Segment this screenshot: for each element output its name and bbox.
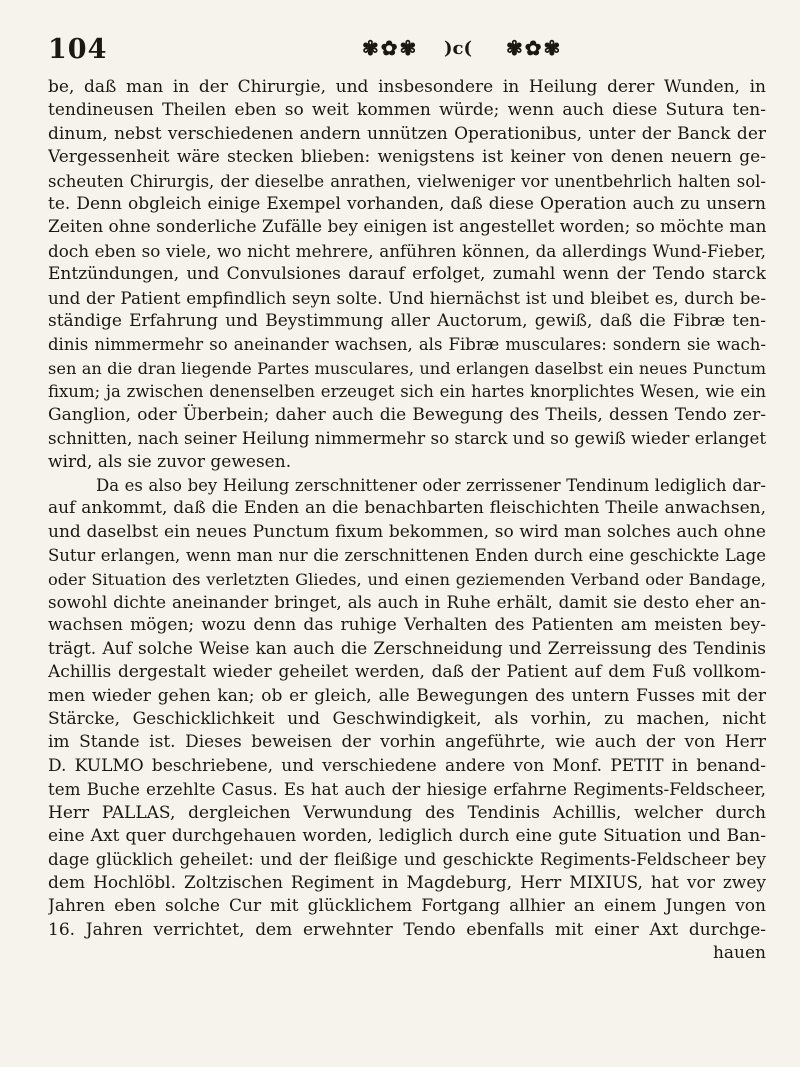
text-line: sowohl dichte aneinander bringet, als auch in Ruhe erhält, damit sie desto eher an- xyxy=(48,591,766,612)
text-line: dinum, nebst verschiedenen andern unnützen Operationibus, unter der Banck der xyxy=(48,123,766,144)
header-ornament-right: ✾✿✾ xyxy=(506,36,563,60)
text-line: auf ankommt, daß die Enden an die benachbarten fleischichten Theile anwachsen, xyxy=(48,498,766,519)
text-line: Stärcke, Geschicklichkeit und Geschwindigkeit, als vorhin, zu machen, nicht xyxy=(48,708,766,729)
text-line: scheuten Chirurgis, der dieselbe anrathen, vielweniger vor unentbehrlich halten sol- xyxy=(48,171,766,191)
text-line: trägt. Auf solche Weise kan auch die Zerschneidung und Zerreissung des Tendinis xyxy=(48,638,766,659)
text-line: be, daß man in der Chirurgie, und insbesondere in Heilung derer Wunden, in xyxy=(48,77,766,97)
text-line: Vergessenheit wäre stecken blieben: wenigstens ist keiner von denen neuern ge- xyxy=(48,147,766,168)
text-line: wird, als sie zuvor gewesen. xyxy=(48,451,292,472)
text-line: Achillis dergestalt wieder geheilet werden, daß der Patient auf dem Fuß vollkom- xyxy=(48,662,766,683)
text-line: dem Hochlöbl. Zoltzischen Regiment in Magdeburg, Herr MIXIUS, hat vor zwey xyxy=(48,872,766,893)
text-line: D. KULMO beschriebene, und verschiedene andere von Monf. PETIT in benand- xyxy=(48,755,766,776)
text-line: Herr PALLAS, dergleichen Verwundung des Tendinis Achillis, welcher durch xyxy=(48,802,766,823)
text-line: Sutur erlangen, wenn man nur die zerschnittenen Enden durch eine geschickte Lage xyxy=(48,546,766,566)
text-line: wachsen mögen; wozu denn das ruhige Verhalten des Patienten am meisten bey- xyxy=(48,615,766,636)
text-line: sen an die dran liegende Partes musculares, und erlangen daselbst ein neues Punctum xyxy=(48,358,766,378)
text-line: eine Axt quer durchgehauen worden, lediglich durch eine gute Situation und Ban- xyxy=(48,826,766,846)
page-number: 104 xyxy=(48,34,108,65)
text-line: tendineusen Theilen eben so weit kommen würde; wenn auch diese Sutura ten- xyxy=(48,100,766,121)
text-line: tem Buche erzehlte Casus. Es hat auch der hiesige erfahrne Regiments-Feldscheer, xyxy=(48,779,766,800)
text-line: und der Patient empfindlich seyn solte. Und hiernächst ist und bleibet es, durch be- xyxy=(48,287,766,308)
body-text xyxy=(48,76,766,942)
text-line: dage glücklich geheilet: und der fleißige und geschickte Regiments-Feldscheer bey xyxy=(48,849,766,870)
header-ornament-center: )c( xyxy=(444,38,472,59)
paragraph xyxy=(48,76,766,474)
text-line: schnitten, nach seiner Heilung nimmermehr so starck und so gewiß wieder erlanget xyxy=(48,428,766,449)
header-ornament-left: ✾✿✾ xyxy=(362,36,419,60)
text-line: dinis nimmermehr so aneinander wachsen, als Fibræ musculares: sondern sie wach- xyxy=(48,335,766,355)
text-line: doch eben so viele, wo nicht mehrere, anführen können, da allerdings Wund-Fieber, xyxy=(48,240,766,261)
text-line: und daselbst ein neues Punctum fixum bekommen, so wird man solches auch ohne xyxy=(48,521,766,542)
text-line: Ganglion, oder Überbein; daher auch die Bewegung des Theils, dessen Tendo zer- xyxy=(48,404,766,425)
text-line: oder Situation des verletzten Gliedes, und einen geziemenden Verband oder Bandage, xyxy=(48,569,766,589)
text-line: Jahren eben solche Cur mit glücklichem Fortgang allhier an einem Jungen von xyxy=(48,896,766,917)
text-line: te. Denn obgleich einige Exempel vorhanden, daß diese Operation auch zu unsern xyxy=(48,194,766,215)
paragraph xyxy=(48,474,766,942)
text-line: fixum; ja zwischen denenselben erzeuget sich ein hartes knorplichtes Wesen, wie ein xyxy=(48,382,766,402)
text-line: Zeiten ohne sonderliche Zufälle bey einigen ist angestellet worden; so möchte man xyxy=(48,217,766,238)
text-line: Da es also bey Heilung zerschnittener oder zerrissener Tendinum lediglich dar- xyxy=(96,475,766,495)
catchword: hauen xyxy=(712,943,766,964)
text-line: im Stande ist. Dieses beweisen der vorhin angeführte, wie auch der von Herr xyxy=(48,732,766,753)
text-line: Entzündungen, und Convulsiones darauf erfolget, zumahl wenn der Tendo starck xyxy=(48,264,766,285)
text-line: men wieder gehen kan; ob er gleich, alle Bewegungen des untern Fusses mit der xyxy=(48,685,766,706)
page-header xyxy=(48,30,766,76)
text-line: ständige Erfahrung und Beystimmung aller Auctorum, gewiß, daß die Fibræ ten- xyxy=(48,311,766,332)
text-line: 16. Jahren verrichtet, dem erwehnter Tendo ebenfalls mit einer Axt durchge- xyxy=(48,919,766,940)
